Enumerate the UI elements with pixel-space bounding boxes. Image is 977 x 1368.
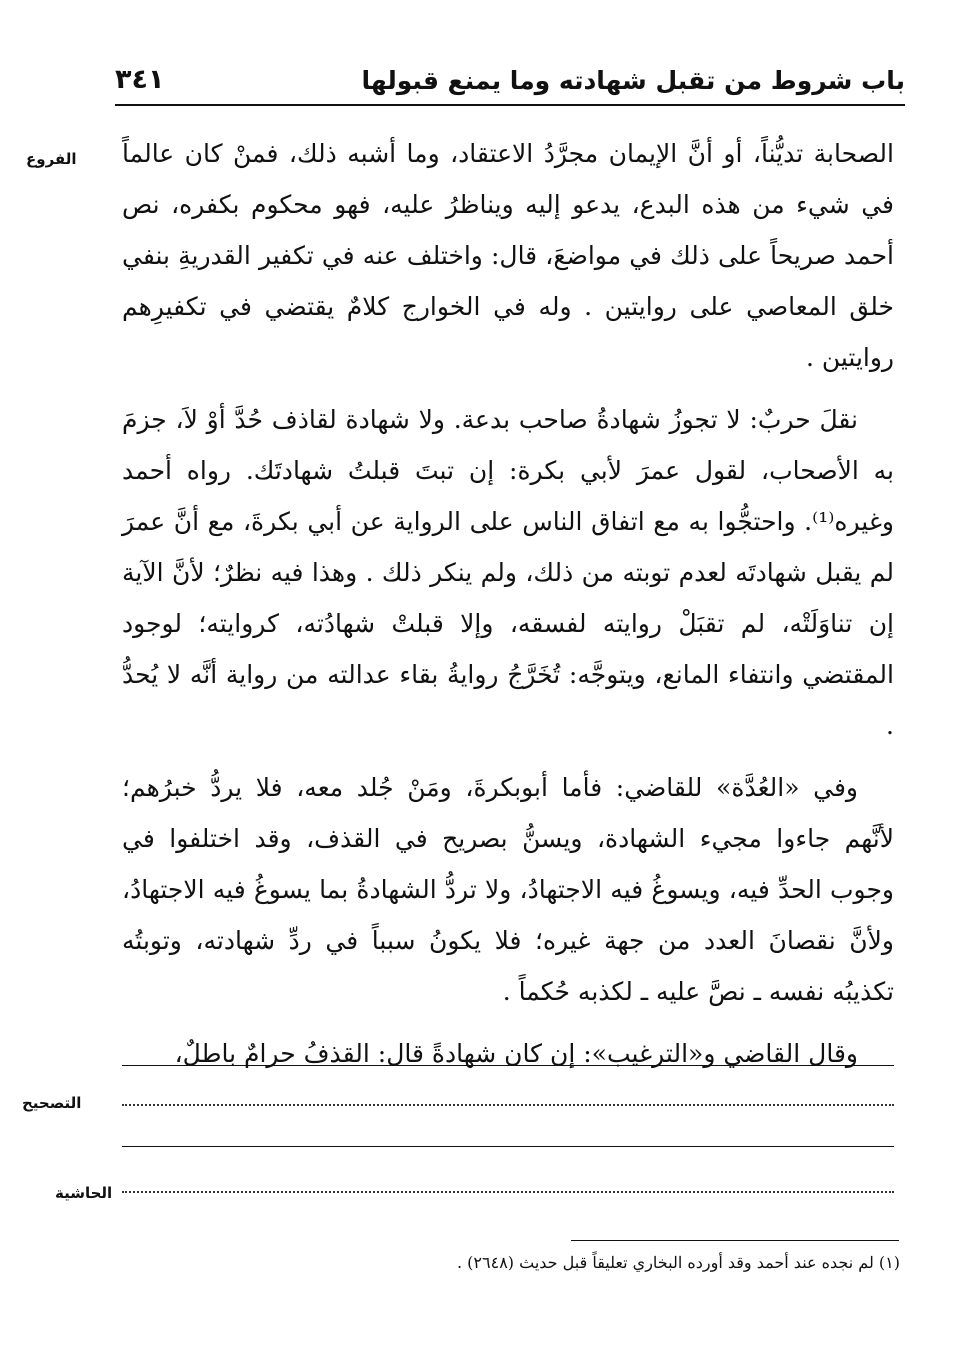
- paragraph: وقال القاضي و«الترغيب»: إن كان شهادةً قال: القذفُ حرامٌ باطلٌ،: [174, 1039, 858, 1068]
- footnote-rule: [571, 1240, 899, 1241]
- running-header: [115, 62, 905, 102]
- hashiya-rule: [122, 1146, 894, 1147]
- main-text: [122, 128, 894, 1079]
- chapter-title: باب شروط من تقبل شهادته وما يمنع قبولها: [361, 66, 905, 95]
- page-number: ٣٤١: [115, 64, 165, 95]
- paragraph: نقلَ حربٌ: لا تجوزُ شهادةُ صاحب بدعة. ولا شهادة لقاذف حُدَّ أوْ لاَ، جزمَ به الأصحاب، لقول عمرَ لأبي بكرة: إن تبتَ قبلتُ شهادتَك. رواه أحمد وغيره⁽¹⁾. واحتجُّوا به مع اتفاق الناس على الرواية عن أبي بكرةَ، مع أنَّ عمرَ لم يقبل شهادتَه لعدم توبته من ذلك، ولم ينكر ذلك . وهذا فيه نظرٌ؛ لأنَّ الآية إن تناوَلَتْه، لم تقبَلْ روايته لفسقه، وإلا قبلتْ شهادُته، كروايته؛ لوجود المقتضي وانتفاء المانع، ويتوجَّه: تُخَرَّجُ روايةُ بقاء عدالته من رواية أنَّه لا يُحدُّ .: [122, 405, 894, 740]
- side-label-tashih: التصحيح: [22, 1094, 82, 1112]
- paragraph: وفي «العُدَّة» للقاضي: فأما أبوبكرةَ، ومَنْ جُلد معه، فلا يردُّ خبرُهم؛ لأنَّهم جاءوا مجيء الشهادة، ويسنُّ بصريح في القذف، وقد اختلفوا في وجوب الحدِّ فيه، ويسوغُ فيه الاجتهادُ، ولا تردُّ الشهادةُ بما يسوغُ فيه الاجتهادُ، ولأنَّ نقصانَ العدد من جهة غيره؛ فلا يكونُ سبباً في ردِّ شهادته، وتوبتُه تكذيبُه نفسه ـ نصَّ عليه ـ لكذبه حُكماً .: [122, 773, 894, 1006]
- footnote: (١) لم نجده عند أحمد وقد أورده البخاري تعليقاً قبل حديث (٢٦٤٨) .: [456, 1253, 900, 1272]
- tashih-dotted-line: [122, 1104, 894, 1106]
- side-label-hashiya: الحاشية: [55, 1184, 113, 1202]
- tashih-rule: [122, 1065, 894, 1066]
- hashiya-dotted-line: [122, 1191, 894, 1193]
- paragraph: الصحابة تديُّناً، أو أنَّ الإيمان مجرَّدُ الاعتقاد، وما أشبه ذلك، فمنْ كان عالماً في شيء من هذه البدع، يدعو إليه ويناظرُ عليه، فهو محكوم بكفره، نص أحمد صريحاً على ذلك في مواضعَ، قال: واختلف عنه في تكفير القدريةِ بنفي خلق المعاصي على روايتين . وله في الخوارج كلامٌ يقتضي في تكفيرِهم روايتين .: [122, 139, 894, 372]
- header-rule: [115, 104, 905, 106]
- side-label-furu: الفروع: [26, 150, 77, 168]
